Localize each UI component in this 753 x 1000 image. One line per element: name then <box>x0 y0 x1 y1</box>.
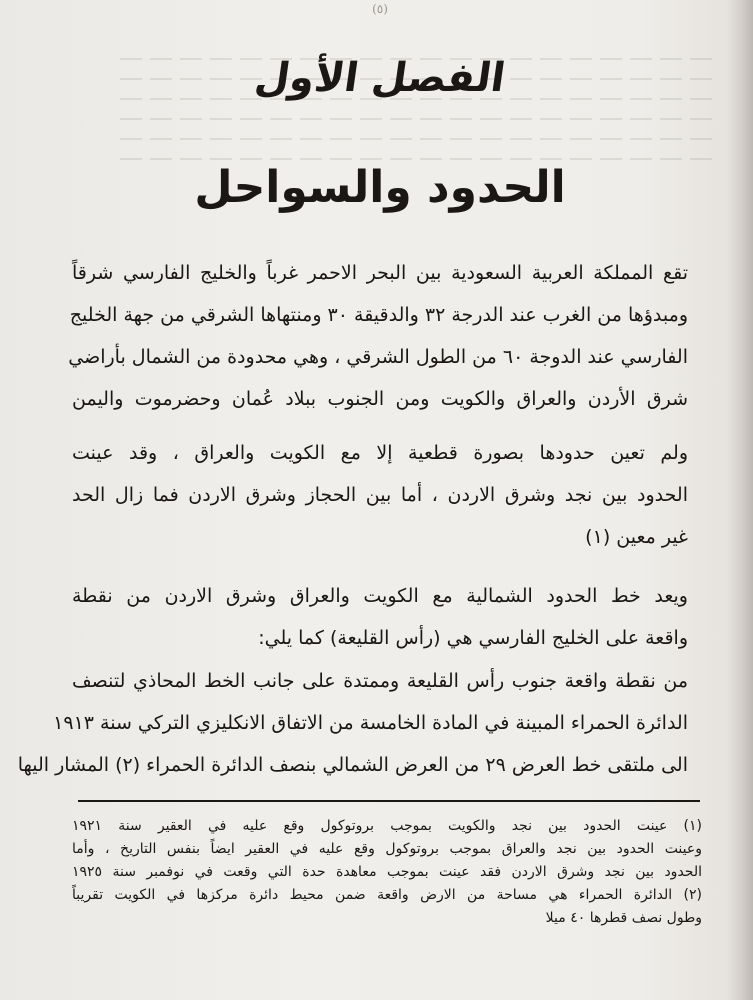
text-line: الى ملتقى خط العرض ٢٩ من العرض الشمالي بنصف الدائرة الحمراء (٢) المشار اليها <box>17 754 688 776</box>
footnote-divider <box>78 800 700 802</box>
text-line: ولم تعين حدودها بصورة قطعية إلا مع الكويت والعراق ، وقد عينت <box>72 442 688 464</box>
paragraph-2 <box>72 432 688 558</box>
footnotes <box>72 815 702 930</box>
text-line: غير معين (١) <box>585 526 688 548</box>
text-line: ويعد خط الحدود الشمالية مع الكويت والعراق وشرق الاردن من نقطة <box>72 585 688 607</box>
page-binding-shadow <box>727 0 753 1000</box>
paragraph-1 <box>68 252 688 420</box>
text-line: الفارسي عند الدوجة ٦٠ من الطول الشرقي ، وهي محدودة من الشمال بأراضي <box>68 346 688 368</box>
text-line: تقع المملكة العربية السعودية بين البحر الاحمر غرباً والخليج الفارسي شرقاً <box>72 262 688 284</box>
paragraph-3 <box>72 575 688 659</box>
text-line: واقعة على الخليج الفارسي هي (رأس القليعة) كما يلي: <box>258 627 688 649</box>
text-line: شرق الأردن والعراق والكويت ومن الجنوب ببلاد عُمان وحضرموت واليمن <box>72 388 688 410</box>
text-line: من نقطة واقعة جنوب رأس القليعة وممتدة على جانب الخط المحاذي لتنصف <box>72 670 688 692</box>
footnote-line: (١) عينت الحدود بين نجد والكويت بموجب بروتوكول وقع عليه في العقير سنة ١٩٢١ <box>72 818 702 834</box>
footnote-line: وطول نصف قطرها ٤٠ ميلا <box>545 910 702 926</box>
text-line: الحدود بين نجد وشرق الاردن ، أما بين الحجاز وشرق الاردن فما زال الحد <box>72 484 688 506</box>
footnote-line: الحدود بين نجد وشرق الاردن فقد عينت بموجب معاهدة حدة التي وقعت في نوفمبر سنة ١٩٢٥ <box>72 864 702 880</box>
footnote-line: وعينت الحدود بين نجد والعراق بموجب بروتوكول وقع عليه في العقير ايضاً بنفس التاريخ ، وأما <box>72 841 702 857</box>
paragraph-4 <box>17 660 688 786</box>
page-number: (٥) <box>372 2 388 16</box>
text-line: ومبدؤها من الغرب عند الدرجة ٣٢ والدقيقة ٣٠ ومنتهاها الشرقي من جهة الخليج <box>69 304 688 326</box>
section-title: الحدود والسواحل <box>194 162 566 213</box>
chapter-title: الفصل الأول <box>251 55 509 101</box>
text-line: الدائرة الحمراء المبينة في المادة الخامسة من الاتفاق الانكليزي التركي سنة ١٩١٣ <box>53 712 688 734</box>
footnote-line: (٢) الدائرة الحمراء هي مساحة من الارض واقعة ضمن محيط دائرة مركزها في الكويت تقريباً <box>72 887 702 903</box>
